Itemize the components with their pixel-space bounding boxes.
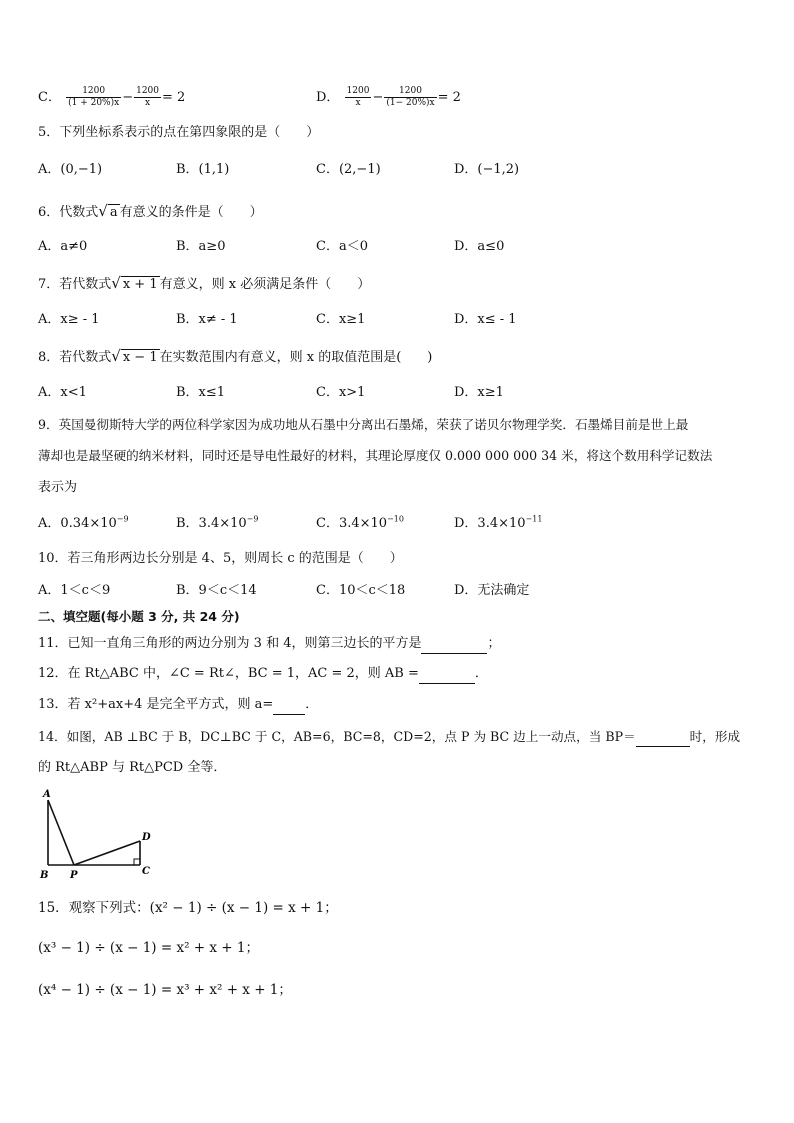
- radicand: x − 1: [122, 350, 158, 365]
- stem-text: ．: [305, 697, 319, 712]
- answer-blank[interactable]: [636, 732, 690, 747]
- question-11: [38, 634, 501, 654]
- label-b: B: [40, 870, 49, 881]
- label-p: P: [70, 870, 78, 881]
- q5-option-b: B．(1,1): [176, 162, 230, 177]
- numerator: 1200: [346, 86, 370, 96]
- q6-option-c: C．a＜0: [316, 239, 368, 254]
- stem-text: 8．若代数式: [38, 350, 112, 365]
- stem-text: 7．若代数式: [38, 277, 112, 292]
- q10-option-d: D．无法确定: [454, 583, 530, 598]
- segment-pd: [74, 841, 140, 865]
- answer-blank[interactable]: [421, 639, 487, 654]
- q8-option-c: C．x>1: [316, 385, 366, 400]
- question-15-line-2: (x³ − 1) ÷ (x − 1) = x² + x + 1；: [38, 940, 259, 956]
- minus-sign: −: [372, 90, 384, 105]
- option-label: C．: [38, 90, 61, 105]
- q7-option-b: B．x≠ - 1: [176, 312, 238, 327]
- numerator: 1200: [66, 86, 121, 98]
- question-13: [38, 695, 318, 715]
- question-5-stem: 5．下列坐标系表示的点在第四象限的是（ ）: [38, 125, 320, 140]
- question-14-line-2: 的 Rt△ABP 与 Rt△PCD 全等．: [38, 760, 227, 775]
- q7-option-d: D．x≤ - 1: [454, 312, 517, 327]
- question-9-line-2: 薄却也是最坚硬的纳米材料，同时还是导电性最好的材料，其理论厚度仅 0.000 000 000 34 米，将这个数用科学记数法: [38, 448, 713, 463]
- option-text: C．3.4×10: [316, 516, 388, 531]
- sqrt-icon: √: [111, 347, 121, 365]
- segment-ap: [48, 800, 74, 865]
- stem-text: 时，形成: [689, 729, 741, 744]
- q9-option-a: [38, 514, 129, 534]
- exponent: −9: [116, 514, 129, 524]
- option-text: A．0.34×10: [38, 516, 117, 531]
- question-15-line-3: (x⁴ − 1) ÷ (x − 1) = x³ + x² + x + 1；: [38, 982, 292, 998]
- sqrt-icon: √: [98, 202, 108, 220]
- denominator: x: [145, 98, 151, 108]
- stem-text: 在实数范围内有意义，则 x 的取值范围是( ): [159, 350, 433, 365]
- equation-rhs: = 2: [437, 90, 461, 105]
- fraction: [66, 86, 121, 109]
- q4-option-d: [316, 86, 461, 109]
- q10-option-b: B．9＜c＜14: [176, 583, 257, 598]
- numerator: 1200: [136, 86, 159, 96]
- question-7-stem: [38, 273, 370, 295]
- option-label: D．: [316, 90, 340, 105]
- denominator: x: [355, 98, 361, 108]
- q6-option-b: B．a≥0: [176, 239, 226, 254]
- q7-option-c: C．x≥1: [316, 312, 366, 327]
- stem-text: 11．已知一直角三角形的两边分别为 3 和 4，则第三边长的平方是: [38, 636, 422, 651]
- question-9-line-1: 9．英国曼彻斯特大学的两位科学家因为成功地从石墨中分离出石墨烯，荣获了诺贝尔物理学奖．石墨烯目前是世上最: [38, 417, 689, 432]
- q9-option-c: [316, 514, 404, 534]
- minus-sign: −: [122, 90, 134, 105]
- label-d: D: [142, 832, 151, 843]
- stem-text: 13．若 x²+ax+4 是完全平方式，则 a=: [38, 697, 274, 712]
- q9-option-d: [454, 514, 542, 534]
- denominator: (1 + 20%)x: [68, 98, 120, 108]
- exponent: −10: [387, 514, 404, 524]
- label-a: A: [43, 789, 51, 800]
- question-6-stem: [38, 201, 263, 223]
- denominator: (1− 20%)x: [386, 98, 435, 108]
- answer-blank[interactable]: [273, 700, 305, 715]
- exponent: −11: [525, 514, 543, 524]
- q6-option-a: A．a≠0: [38, 239, 88, 254]
- stem-text: 12．在 Rt△ABC 中，∠C = Rt∠，BC = 1，AC = 2，则 AB =: [38, 666, 419, 681]
- geometry-figure: [36, 786, 166, 882]
- stem-text: 6．代数式: [38, 205, 99, 220]
- label-c: C: [142, 866, 150, 877]
- numerator: 1200: [384, 86, 436, 98]
- stem-text: ；: [487, 636, 501, 651]
- question-9-line-3: 表示为: [38, 480, 78, 495]
- fraction: [384, 86, 436, 109]
- stem-text: ．: [474, 666, 488, 681]
- section-heading: 二、填空题(每小题 3 分, 共 24 分): [38, 609, 240, 624]
- q9-option-b: [176, 514, 258, 534]
- exponent: −9: [246, 514, 259, 524]
- q7-option-a: A．x≥ - 1: [38, 312, 100, 327]
- radicand: a: [109, 205, 118, 220]
- right-angle-mark: [134, 859, 140, 865]
- q5-option-a: A．(0,−1): [38, 162, 103, 177]
- q8-option-a: A．x<1: [38, 385, 87, 400]
- q4-option-c: [38, 86, 185, 109]
- radicand: x + 1: [122, 277, 158, 292]
- fraction: [134, 86, 161, 109]
- q5-option-d: D．(−1,2): [454, 162, 520, 177]
- fraction: [345, 86, 372, 109]
- q8-option-d: D．x≥1: [454, 385, 504, 400]
- q5-option-c: C．(2,−1): [316, 162, 381, 177]
- sqrt-icon: √: [111, 274, 121, 292]
- option-text: B．3.4×10: [176, 516, 247, 531]
- q6-option-d: D．a≤0: [454, 239, 505, 254]
- stem-text: 有意义的条件是（ ）: [119, 205, 263, 220]
- question-15-line-1: 15．观察下列式：(x² − 1) ÷ (x − 1) = x + 1；: [38, 900, 338, 916]
- stem-text: 有意义，则 x 必须满足条件（ ）: [159, 277, 371, 292]
- question-10-stem: 10．若三角形两边长分别是 4、5，则周长 c 的范围是（ ）: [38, 551, 403, 566]
- question-12: [38, 664, 488, 684]
- q10-option-c: C．10＜c＜18: [316, 583, 406, 598]
- question-8-stem: [38, 346, 432, 368]
- question-14-line-1: [38, 727, 740, 747]
- answer-blank[interactable]: [419, 669, 475, 684]
- q8-option-b: B．x≤1: [176, 385, 226, 400]
- option-text: D．3.4×10: [454, 516, 526, 531]
- q10-option-a: A．1＜c＜9: [38, 583, 111, 598]
- equation-rhs: = 2: [162, 90, 186, 105]
- stem-text: 14．如图，AB ⊥BC 于 B，DC⊥BC 于 C，AB=6，BC=8，CD=2，点 P 为 BC 边上一动点，当 BP＝: [38, 729, 636, 744]
